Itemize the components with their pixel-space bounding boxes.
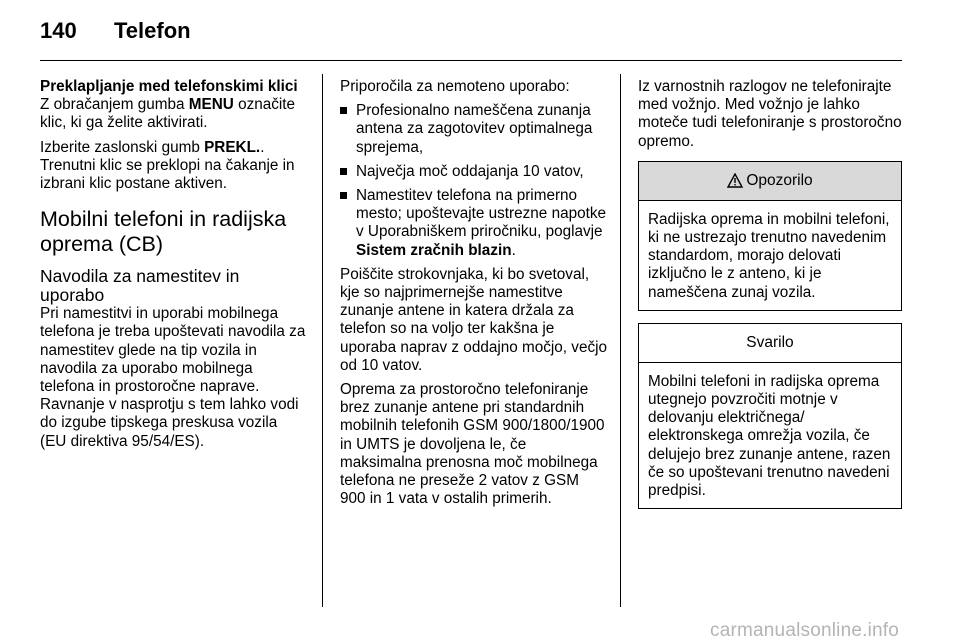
warning-box: [638, 161, 902, 311]
text-run: Izberite zaslonski gumb: [40, 138, 205, 156]
caution-text: Mobilni telefoni in radijska oprema utegnejo povzročiti motnje v delovanju električnega/ elektronskega omrežja vozila, če delujejo brez zunanje antene, razen če so upoštevani trenutno navedeni predpisi.: [648, 372, 891, 500]
warning-box-header: [639, 162, 901, 201]
paragraph-handsfree: Oprema za prostoročno telefoniranje brez zunanje antene pri standardnih mobilnih telefonih GSM 900/1800/1900 in UMTS je dovoljena le, če maksimalna prenosna moč mobilnega telefona ne preseže 2 vatov z GSM 900 in 1 vata v ostalih primerih.: [340, 381, 605, 508]
column-1: [40, 78, 306, 457]
recommendation-list: [340, 102, 608, 260]
watermark: carmanualsonline.info: [710, 620, 900, 641]
heading-mobile-phones: Mobilni telefoni in radijska oprema (CB): [40, 207, 287, 257]
warning-triangle-icon: [727, 173, 743, 188]
airbag-reference: Sistem zračnih blazin: [356, 241, 512, 259]
column-2: [340, 78, 608, 514]
paragraph-installation: Pri namestitvi in uporabi mobilnega telefona je treba upoštevati navodila za namestitev glede na tip vozila in navodila za uporabo mobilnega telefona in prostoročne naprave. Ravnanje v nasprotju s tem lahko vodi do izgube tipskega preskusa vozila (EU direktiva 95/54/ES).: [40, 305, 306, 450]
caution-title: Svarilo: [746, 333, 794, 351]
text-run: označite klic, ki ga želite aktivirati.: [40, 96, 296, 132]
menu-keyword: MENU: [188, 96, 234, 114]
list-item-text: Največja moč oddajanja 10 vatov,: [356, 162, 584, 180]
paragraph-safety: Iz varnostnih razlogov ne telefonirajte med vožnjo. Med vožnjo je lahko moteče tudi telefoniranje s prostoročno opremo.: [638, 78, 902, 150]
paragraph-prekl: [40, 139, 306, 194]
section-title: Telefon: [114, 18, 191, 43]
paragraph-recommendations: Priporočila za nemoteno uporabo:: [340, 78, 570, 95]
text-run: .: [511, 241, 516, 259]
subheading-switch-calls: Preklapljanje med telefonskimi klici: [40, 78, 298, 95]
list-item: [340, 102, 608, 157]
warning-text: Radijska oprema in mobilni telefoni, ki ne ustrezajo trenutno navedenim standardom, morajo delovati izključno le z anteno, ki je nameščena zunaj vozila.: [648, 210, 890, 301]
list-item: [340, 163, 608, 181]
page-header: [40, 18, 900, 48]
list-item-text: Profesionalno nameščena zunanja antena za zagotovitev optimalnega sprejema,: [356, 102, 593, 156]
paragraph-expert: Poiščite strokovnjaka, ki bo svetoval, kje so najprimernejše namestitve zunanje antene in katera držala za telefon so na voljo ter kakšna je uporaba naprav z oddajno močjo, večjo od 10 vatov.: [340, 265, 608, 374]
warning-title: Opozorilo: [746, 171, 813, 189]
column-divider-1: [322, 74, 323, 607]
heading-installation: Navodila za namestitev in uporabo: [40, 266, 240, 306]
text-run: . Trenutni klic se preklopi na čakanje in izbrani klic postane aktiven.: [40, 138, 295, 193]
column-3: [638, 78, 902, 509]
header-divider: [40, 60, 902, 61]
list-item: [340, 187, 608, 260]
bullet-square-icon: [340, 107, 347, 114]
list-item-text: Namestitev telefona na primerno mesto; upoštevajte ustrezne napotke v Uporabniškem priročniku, poglavje: [356, 187, 607, 241]
text-run: Z obračanjem gumba: [40, 96, 189, 114]
prekl-keyword: PREKL.: [204, 138, 261, 156]
column-divider-2: [620, 74, 621, 607]
caution-box: [638, 323, 902, 509]
bullet-square-icon: [340, 168, 347, 175]
caution-box-header: [639, 324, 901, 363]
page-number: 140: [40, 18, 77, 43]
bullet-square-icon: [340, 192, 347, 199]
paragraph-menu: [40, 96, 306, 132]
